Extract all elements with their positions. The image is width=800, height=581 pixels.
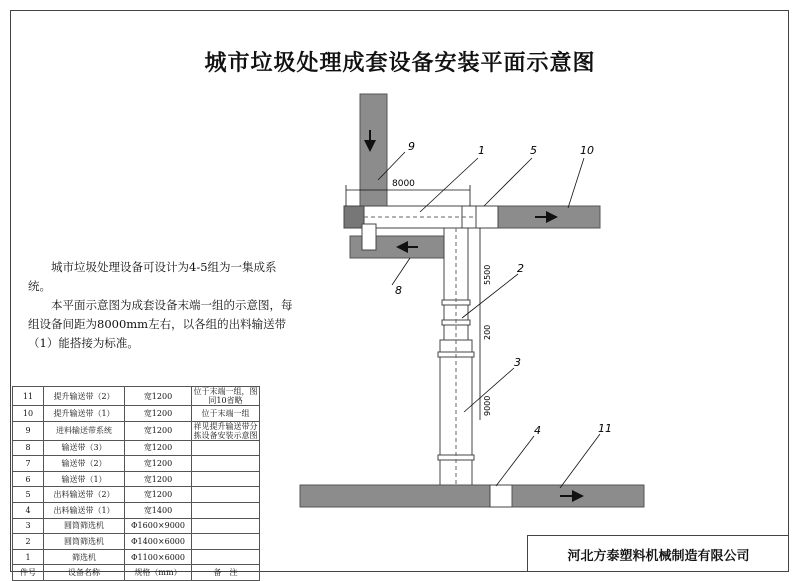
table-cell-name: 出料输送带（2）	[44, 487, 125, 503]
table-cell-name: 提升输送带（2）	[44, 387, 125, 406]
table-header-note: 备 注	[192, 565, 260, 581]
table-cell-no: 8	[13, 440, 44, 456]
table-cell-spec: 宽1200	[125, 456, 192, 472]
parts-table	[12, 386, 260, 581]
leader-1	[420, 158, 478, 212]
table-row	[13, 471, 260, 487]
dim-d2: 200	[483, 324, 492, 340]
table-cell-name: 输送带（1）	[44, 471, 125, 487]
table-cell-note: 位于末端一组，图同10省略	[193, 387, 258, 405]
company-name: 河北方泰塑料机械制造有限公司	[527, 535, 789, 572]
table-row	[13, 387, 260, 406]
table-cell-name: 输送带（3）	[44, 440, 125, 456]
screen-1-end	[344, 206, 364, 228]
table-cell-no: 7	[13, 456, 44, 472]
table-row	[13, 502, 260, 518]
table-cell-name: 圆筒筛选机	[44, 518, 125, 534]
table-cell-no: 6	[13, 471, 44, 487]
page-title: 城市垃圾处理成套设备安装平面示意图	[204, 50, 596, 76]
table-cell-no: 3	[13, 518, 44, 534]
table-cell-no: 9	[13, 421, 44, 440]
conveyor-4-joint	[490, 485, 512, 507]
table-row	[13, 518, 260, 534]
callout-11: 11	[598, 422, 612, 435]
callout-9: 9	[408, 140, 415, 153]
table-cell-name: 出料输送带（1）	[44, 502, 125, 518]
table-cell-note	[192, 440, 260, 456]
table-row	[13, 487, 260, 503]
table-row	[13, 549, 260, 565]
table-cell-spec: 宽1200	[125, 387, 192, 406]
table-row	[13, 421, 260, 440]
table-cell-note	[192, 456, 260, 472]
table-cell-note	[192, 502, 260, 518]
table-cell-spec: 宽1200	[125, 471, 192, 487]
leader-11	[560, 434, 600, 488]
leader-4	[496, 436, 534, 486]
callout-4: 4	[534, 424, 541, 437]
leader-5	[484, 158, 532, 206]
dim-width-top: 8000	[392, 179, 415, 189]
table-cell-spec: 宽1200	[125, 487, 192, 503]
conveyor-4	[300, 485, 490, 507]
leader-8	[392, 258, 410, 285]
table-cell-name: 进料输送带系统	[44, 421, 125, 440]
table-cell-name: 输送带（2）	[44, 456, 125, 472]
callout-1: 1	[478, 144, 485, 157]
conveyor-10-joint	[476, 206, 498, 228]
table-cell-no: 2	[13, 534, 44, 550]
table-row	[13, 440, 260, 456]
table-cell-note	[192, 487, 260, 503]
callout-2: 2	[517, 262, 524, 275]
table-cell-no: 5	[13, 487, 44, 503]
table-cell-spec: 宽1200	[125, 406, 192, 422]
table-cell-name: 筛选机	[44, 549, 125, 565]
table-header-no: 件号	[13, 565, 44, 581]
table-cell-no: 10	[13, 406, 44, 422]
table-row	[13, 406, 260, 422]
leader-10	[568, 158, 584, 208]
table-cell-spec: Φ1100×6000	[125, 549, 192, 565]
table-cell-no: 11	[13, 387, 44, 406]
table-cell-note: 祥见提升输送带分拣设备安装示意图	[193, 421, 258, 440]
feed-hopper	[362, 224, 376, 250]
description-line-1: 城市垃圾处理设备可设计为4-5组为一集成系统。	[28, 260, 277, 293]
table-cell-spec: 宽1200	[125, 440, 192, 456]
callout-3: 3	[514, 356, 521, 369]
table-cell-no: 4	[13, 502, 44, 518]
table-row	[13, 534, 260, 550]
table-cell-note	[192, 471, 260, 487]
dim-d3: 9000	[483, 395, 492, 416]
table-cell-name: 提升输送带（1）	[44, 406, 125, 422]
table-cell-note: 位于末端一组	[192, 406, 260, 422]
description-line-2: 本平面示意图为成套设备末端一组的示意图，每组设备间距为8000mm左右，以各组的出料输送带（1）能搭接为标准。	[28, 298, 293, 350]
callout-10: 10	[580, 144, 594, 157]
table-cell-note	[192, 549, 260, 565]
table-header-name: 设备名称	[44, 565, 125, 581]
table-cell-spec: Φ1600×9000	[125, 518, 192, 534]
table-cell-note	[192, 518, 260, 534]
table-header-spec: 规格（mm）	[125, 565, 192, 581]
table-row	[13, 456, 260, 472]
table-cell-no: 1	[13, 549, 44, 565]
table-header-row	[13, 565, 260, 581]
conveyor-9	[360, 94, 387, 206]
dim-d1: 5500	[483, 264, 492, 285]
table-cell-name: 圆筒筛选机	[44, 534, 125, 550]
table-cell-spec: 宽1400	[125, 502, 192, 518]
table-cell-note	[192, 534, 260, 550]
table-cell-spec: 宽1200	[125, 421, 192, 440]
table-cell-spec: Φ1400×6000	[125, 534, 192, 550]
callout-5: 5	[530, 144, 537, 157]
callout-8: 8	[395, 284, 402, 297]
